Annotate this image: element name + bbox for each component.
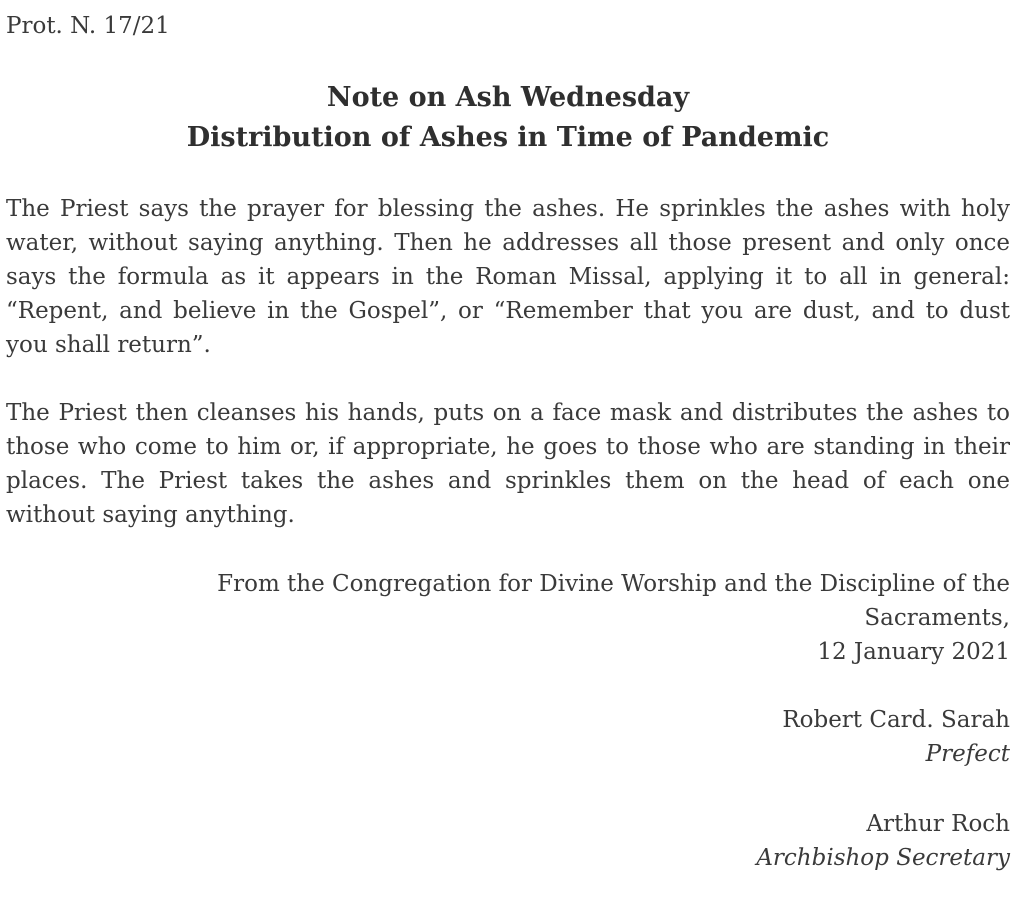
paragraph-blessing: The Priest says the prayer for blessing the ashes. He sprinkles the ashes with holy water, without saying anything. Then he addresses all those present and only once says the formula as it appears in the Roman Missal, applying it to all in general: “Repent, and believe in the Gospel”, or “Remember that you are dust, and to dust you shall return”. xyxy=(6,196,1010,358)
signature-prefect xyxy=(110,703,1010,771)
origin-line-2: Sacraments, xyxy=(864,605,1010,631)
origin-block xyxy=(110,567,1010,669)
origin-line-1: From the Congregation for Divine Worship and the Discipline of the xyxy=(217,571,1010,597)
signatory-name: Robert Card. Sarah xyxy=(782,707,1010,733)
title-line-2: Distribution of Ashes in Time of Pandemic xyxy=(186,122,830,153)
signatory-role: Archbishop Secretary xyxy=(756,845,1010,871)
protocol-number: Prot. N. 17/21 xyxy=(6,13,170,39)
origin-date: 12 January 2021 xyxy=(817,639,1010,665)
signatory-name: Arthur Roch xyxy=(866,811,1010,837)
document-title xyxy=(6,78,1010,158)
signature-secretary xyxy=(110,807,1010,875)
title-line-1: Note on Ash Wednesday xyxy=(326,82,690,113)
signatory-role: Prefect xyxy=(925,741,1010,767)
paragraph-distribution: The Priest then cleanses his hands, puts on a face mask and distributes the ashes to those who come to him or, if appropriate, he goes to those who are standing in their places. The Priest takes the ashes and sprinkles them on the head of each one without saying anything. xyxy=(6,400,1010,528)
